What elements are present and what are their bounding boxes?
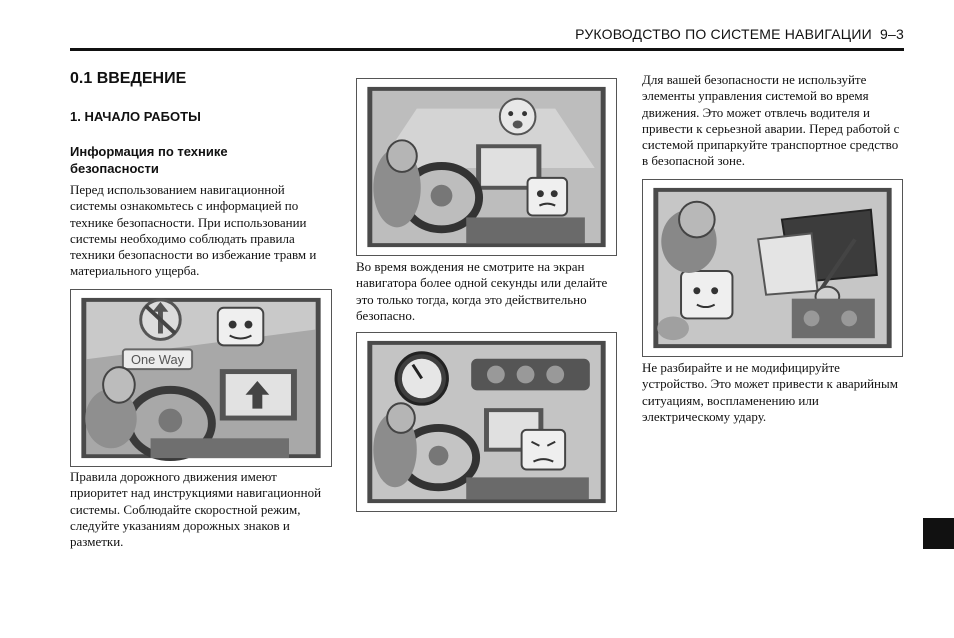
page-number: 9–3 (880, 26, 904, 42)
section-subtitle: 1. НАЧАЛО РАБОТЫ (70, 109, 201, 124)
illustration-traffic-rules (70, 289, 332, 467)
traffic-rules-drawing (71, 290, 331, 466)
caption-glance-screen: Во время вождения не смотрите на экран навигатора более одной секунды или делайте это только тогда, когда это действительно безопасно. (356, 259, 608, 323)
illustration-glance-screen (356, 78, 617, 256)
chapter-thumb-tab (923, 518, 954, 549)
disassembly-drawing (643, 180, 902, 356)
caption-disassembly: Не разбирайте и не модифицируйте устройство. Это может привести к аварийным ситуациям, воспламенению или электрическому удару. (642, 360, 898, 424)
running-title: РУКОВОДСТВО ПО СИСТЕМЕ НАВИГАЦИИ (575, 26, 872, 42)
safety-heading: Информация по технике безопасности (70, 144, 228, 176)
header-rule (70, 48, 904, 51)
running-header (70, 26, 904, 42)
illustration-speed-warning (356, 332, 617, 512)
illustration-disassembly (642, 179, 903, 357)
parking-safety-paragraph: Для вашей безопасности не используйте элементы управления системой во время движения. Это может отвлечь водителя и привести к серьезной аварии. Перед работой с системой припаркуйте транспортное средство в безопасной зоне. (642, 72, 900, 169)
caption-traffic-rules: Правила дорожного движения имеют приоритет над инструкциями навигационной системы. Соблюдайте скоростной режим, следуйте указаниям дорожных знаков и разметки. (70, 469, 322, 550)
one-way-sign-text: One Way (130, 352, 185, 368)
intro-paragraph: Перед использованием навигационной системы ознакомьтесь с информацией по технике безопасности. При использовании системы необходимо соблюдать правила техники безопасности во избежание травм и материального ущерба. (70, 182, 317, 279)
glance-screen-drawing (357, 79, 616, 255)
section-title: 0.1 ВВЕДЕНИЕ (70, 70, 187, 87)
speed-warning-drawing (357, 333, 616, 511)
